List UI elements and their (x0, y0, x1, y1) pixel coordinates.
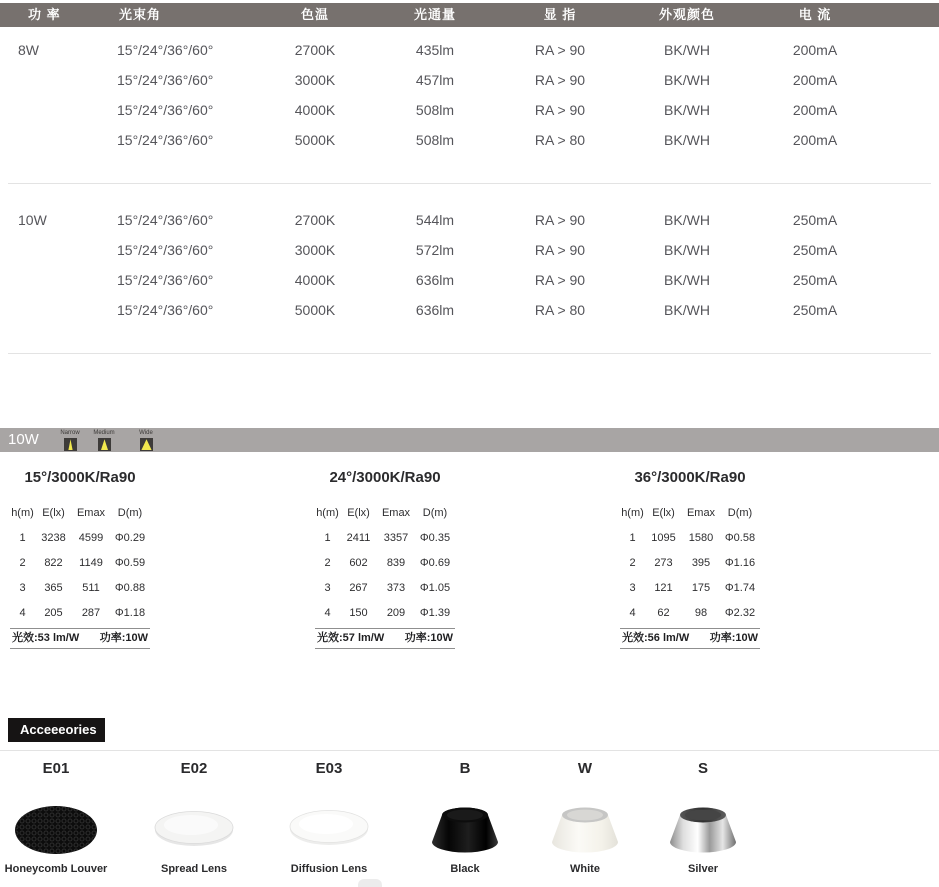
beam-angle-cell: 15°/24°/36°/60° (117, 42, 214, 58)
flux-cell: 572lm (415, 242, 455, 258)
accessory-black-reflector (400, 760, 530, 875)
beam-angle-cell: 15°/24°/36°/60° (117, 72, 214, 88)
current-cell: 250mA (792, 242, 838, 258)
d-value: Φ1.05 (419, 582, 451, 594)
power-cell: 10W (18, 212, 47, 228)
photometric-table-24deg (315, 462, 455, 649)
diffusion-lens-image (264, 800, 394, 858)
photometric-table-15deg (10, 462, 150, 649)
e-value: 822 (44, 557, 63, 569)
section-divider (0, 750, 939, 751)
col-emax: Emax (381, 507, 411, 519)
power-cell: 8W (18, 42, 39, 58)
h-value: 1 (629, 532, 636, 544)
power-value: 功率:10W (709, 632, 758, 644)
col-h: h(m) (621, 507, 644, 519)
col-h: h(m) (11, 507, 34, 519)
power-value: 功率:10W (99, 632, 148, 644)
photometric-row (620, 576, 760, 601)
d-value: Φ1.18 (114, 607, 146, 619)
photometric-header-row (620, 506, 760, 520)
current-cell: 200mA (792, 42, 838, 58)
h-value: 4 (629, 607, 636, 619)
color-cell: BK/WH (664, 42, 710, 58)
emax-value: 209 (386, 607, 406, 619)
accessory-white-reflector (520, 760, 650, 875)
e-value: 150 (349, 607, 368, 619)
h-value: 1 (19, 532, 26, 544)
h-value: 3 (19, 582, 26, 594)
photometric-row (620, 601, 760, 626)
d-value: Φ2.32 (724, 607, 756, 619)
cri-cell: RA > 80 (534, 132, 586, 148)
accessories-title (8, 718, 105, 742)
white-reflector-image (520, 800, 650, 858)
header-cri: 显 指 (543, 7, 577, 22)
beam-mode-wide (132, 429, 160, 451)
efficacy-value: 光效:53 lm/W (12, 632, 80, 644)
col-emax: Emax (76, 507, 106, 519)
cct-cell: 4000K (294, 102, 336, 118)
photometric-table-title: 15°/3000K/Ra90 (24, 469, 136, 486)
col-d: D(m) (422, 507, 448, 519)
emax-value: 98 (694, 607, 708, 619)
photometric-row (620, 526, 760, 551)
header-power: 功 率 (28, 7, 61, 22)
wide-beam-label: Wide (139, 430, 153, 436)
medium-beam-label: Medium (93, 430, 115, 436)
photometric-footer (315, 628, 455, 649)
h-value: 3 (324, 582, 331, 594)
efficacy-value: 光效:56 lm/W (622, 632, 690, 644)
flux-cell: 508lm (415, 132, 455, 148)
d-value: Φ1.39 (419, 607, 451, 619)
cct-cell: 2700K (294, 212, 336, 228)
beam-mode-narrow (56, 429, 84, 451)
accessory-honeycomb-louver (0, 760, 121, 875)
cct-cell: 3000K (294, 72, 336, 88)
table-row (0, 268, 939, 292)
d-value: Φ0.35 (419, 532, 451, 544)
h-value: 2 (629, 557, 636, 569)
corner-fragment (358, 879, 382, 887)
e-value: 2411 (346, 532, 371, 544)
accessory-name: White (570, 863, 600, 875)
cct-cell: 5000K (294, 302, 336, 318)
col-e: E(lx) (42, 507, 65, 519)
table-row (0, 238, 939, 262)
accessory-silver-reflector (638, 760, 768, 875)
current-cell: 250mA (792, 212, 838, 228)
efficacy-value: 光效:57 lm/W (317, 632, 385, 644)
d-value: Φ0.59 (114, 557, 146, 569)
photometric-row (315, 576, 455, 601)
honeycomb-louver-image (0, 800, 121, 858)
flux-cell: 544lm (415, 212, 455, 228)
color-cell: BK/WH (664, 272, 710, 288)
cct-cell: 5000K (294, 132, 336, 148)
color-cell: BK/WH (664, 72, 710, 88)
d-value: Φ1.16 (724, 557, 756, 569)
header-flux: 光通量 (413, 7, 456, 22)
emax-value: 1580 (688, 532, 714, 544)
black-reflector-image (400, 800, 530, 858)
accessory-name: Black (450, 863, 480, 875)
cct-cell: 3000K (294, 242, 336, 258)
accessory-name: Silver (688, 863, 718, 875)
spread-lens-image (129, 800, 259, 858)
emax-value: 395 (691, 557, 711, 569)
e-value: 1095 (651, 532, 676, 544)
current-cell: 250mA (792, 272, 838, 288)
emax-value: 3357 (383, 532, 409, 544)
photometric-power-bar (0, 428, 939, 452)
flux-cell: 435lm (415, 42, 455, 58)
current-cell: 250mA (792, 302, 838, 318)
section-divider (8, 353, 931, 354)
table-row (0, 298, 939, 322)
col-e: E(lx) (347, 507, 370, 519)
accessory-spread-lens (129, 760, 259, 875)
d-value: Φ0.58 (724, 532, 756, 544)
section-divider (8, 183, 931, 184)
h-value: 2 (19, 557, 26, 569)
photometric-row (10, 551, 150, 576)
accessory-code: S (697, 760, 708, 777)
table-row (0, 128, 939, 152)
emax-value: 1149 (79, 557, 103, 569)
h-value: 4 (19, 607, 26, 619)
accessory-name: Honeycomb Louver (4, 863, 108, 875)
silver-reflector-image (638, 800, 768, 858)
accessory-code: B (459, 760, 471, 777)
cri-cell: RA > 90 (534, 72, 586, 88)
photometric-row (10, 601, 150, 626)
table-row (0, 68, 939, 92)
e-value: 3238 (41, 532, 66, 544)
table-row (0, 208, 939, 232)
e-value: 121 (654, 582, 673, 594)
emax-value: 175 (691, 582, 711, 594)
flux-cell: 636lm (415, 272, 455, 288)
beam-angle-cell: 15°/24°/36°/60° (117, 132, 214, 148)
cri-cell: RA > 90 (534, 212, 586, 228)
cct-cell: 2700K (294, 42, 336, 58)
h-value: 4 (324, 607, 331, 619)
accessory-code: E01 (42, 760, 70, 777)
header-beam-angle: 光束角 (119, 7, 162, 22)
photometric-row (315, 526, 455, 551)
cct-cell: 4000K (294, 272, 336, 288)
d-value: Φ1.74 (724, 582, 756, 594)
color-cell: BK/WH (664, 102, 710, 118)
beam-angle-cell: 15°/24°/36°/60° (117, 302, 214, 318)
beam-angle-cell: 15°/24°/36°/60° (117, 102, 214, 118)
beam-angle-cell: 15°/24°/36°/60° (117, 272, 214, 288)
beam-angle-cell: 15°/24°/36°/60° (117, 212, 214, 228)
cri-cell: RA > 90 (534, 272, 586, 288)
col-emax: Emax (686, 507, 716, 519)
e-value: 62 (657, 607, 670, 619)
photometric-row (315, 601, 455, 626)
current-cell: 200mA (792, 102, 838, 118)
spec-table-header (0, 3, 939, 27)
table-row (0, 38, 939, 62)
table-row (0, 98, 939, 122)
header-current: 电 流 (798, 7, 832, 22)
emax-value: 4599 (78, 532, 104, 544)
flux-cell: 636lm (415, 302, 455, 318)
h-value: 2 (324, 557, 331, 569)
flux-cell: 508lm (415, 102, 455, 118)
photometric-table-36deg (620, 462, 760, 649)
emax-value: 287 (81, 607, 101, 619)
e-value: 365 (44, 582, 63, 594)
d-value: Φ0.29 (114, 532, 146, 544)
color-cell: BK/WH (664, 242, 710, 258)
emax-value: 839 (386, 557, 406, 569)
header-cct: 色温 (300, 7, 329, 22)
beam-mode-medium (90, 429, 118, 451)
photometric-table-title: 36°/3000K/Ra90 (634, 469, 746, 486)
cri-cell: RA > 90 (534, 42, 586, 58)
current-cell: 200mA (792, 132, 838, 148)
e-value: 205 (44, 607, 63, 619)
d-value: Φ0.69 (419, 557, 451, 569)
photometric-header-row (315, 506, 455, 520)
photometric-table-title: 24°/3000K/Ra90 (329, 469, 441, 486)
beam-angle-cell: 15°/24°/36°/60° (117, 242, 214, 258)
flux-cell: 457lm (415, 72, 455, 88)
current-cell: 200mA (792, 72, 838, 88)
accessory-diffusion-lens (264, 760, 394, 875)
col-h: h(m) (316, 507, 339, 519)
e-value: 273 (654, 557, 673, 569)
photometric-row (315, 551, 455, 576)
photometric-power-label: 10W (8, 431, 39, 448)
wide-beam-icon (140, 438, 153, 451)
power-value: 功率:10W (404, 632, 453, 644)
cri-cell: RA > 90 (534, 242, 586, 258)
accessories-title-label: Acceeeories (20, 722, 97, 737)
cri-cell: RA > 90 (534, 102, 586, 118)
color-cell: BK/WH (664, 212, 710, 228)
color-cell: BK/WH (664, 302, 710, 318)
e-value: 267 (349, 582, 368, 594)
accessory-code: E03 (315, 760, 343, 777)
d-value: Φ0.88 (114, 582, 146, 594)
narrow-beam-icon (64, 438, 77, 451)
photometric-row (620, 551, 760, 576)
emax-value: 511 (82, 582, 100, 594)
accessory-name: Spread Lens (160, 863, 228, 875)
accessory-code: E02 (180, 760, 208, 777)
photometric-header-row (10, 506, 150, 520)
narrow-beam-label: Narrow (60, 430, 80, 436)
e-value: 602 (349, 557, 368, 569)
col-e: E(lx) (652, 507, 675, 519)
h-value: 3 (629, 582, 636, 594)
col-d: D(m) (727, 507, 753, 519)
h-value: 1 (324, 532, 331, 544)
medium-beam-icon (98, 438, 111, 451)
color-cell: BK/WH (664, 132, 710, 148)
accessory-code: W (577, 760, 593, 777)
photometric-footer (10, 628, 150, 649)
header-appearance-color: 外观颜色 (658, 7, 715, 22)
photometric-footer (620, 628, 760, 649)
photometric-row (10, 526, 150, 551)
accessory-name: Diffusion Lens (290, 863, 368, 875)
cri-cell: RA > 80 (534, 302, 586, 318)
emax-value: 373 (386, 582, 406, 594)
col-d: D(m) (117, 507, 143, 519)
photometric-row (10, 576, 150, 601)
